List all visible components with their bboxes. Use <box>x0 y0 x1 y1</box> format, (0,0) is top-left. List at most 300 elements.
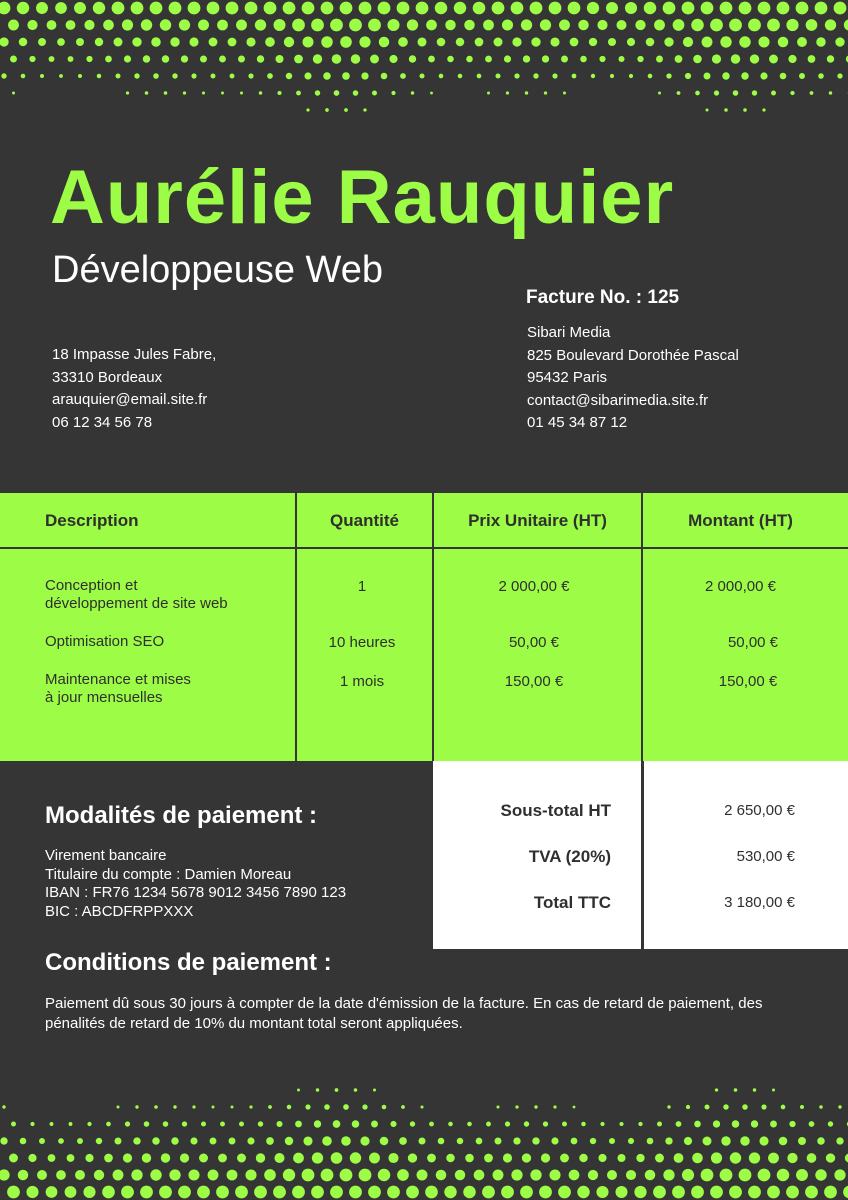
decorative-dot <box>741 72 749 80</box>
decorative-dot <box>332 54 342 64</box>
decorative-dot <box>342 72 350 80</box>
decorative-dot <box>427 1154 436 1163</box>
decorative-dot <box>729 1186 742 1199</box>
decorative-dot <box>525 91 528 94</box>
decorative-dot <box>0 37 9 46</box>
decorative-dot <box>573 1106 576 1109</box>
decorative-dot <box>169 1169 180 1180</box>
decorative-dot <box>170 37 179 46</box>
decorative-dot <box>521 19 532 30</box>
decorative-dot <box>739 1169 752 1182</box>
description-line: Conception et <box>45 577 138 594</box>
decorative-dot <box>190 1137 197 1144</box>
decorative-dot <box>340 36 352 48</box>
decorative-dot <box>69 1122 73 1126</box>
decorative-dot <box>274 19 286 31</box>
subtotal-label: Sous-total HT <box>500 801 611 820</box>
decorative-dot <box>673 19 685 31</box>
decorative-dot <box>2 1105 5 1108</box>
decorative-dot <box>444 1186 456 1198</box>
decorative-dot <box>721 1136 730 1145</box>
decorative-dot <box>217 20 228 31</box>
decorative-dot <box>116 1105 119 1108</box>
decorative-dot <box>787 1153 797 1163</box>
client-phone: 01 45 34 87 12 <box>527 414 628 431</box>
decorative-dot <box>656 56 663 63</box>
decorative-dot <box>682 1169 694 1181</box>
table-row-quantity: 10 heures <box>328 634 396 651</box>
decorative-dot <box>0 1137 7 1144</box>
decorative-dot <box>541 1153 550 1162</box>
decorative-dot <box>399 1137 407 1145</box>
payment-terms-title: Modalités de paiement : <box>45 802 318 829</box>
decorative-dot <box>474 1170 485 1181</box>
decorative-dot <box>759 1136 768 1145</box>
decorative-dot <box>75 1170 85 1180</box>
decorative-dot <box>463 1186 476 1199</box>
decorative-dot <box>0 1169 10 1180</box>
decorative-dot <box>285 1137 293 1145</box>
decorative-dot <box>58 1138 64 1144</box>
decorative-dot <box>411 91 414 94</box>
decorative-dot <box>400 73 406 79</box>
decorative-dot <box>420 1105 423 1108</box>
decorative-dot <box>616 20 626 30</box>
decorative-dot <box>429 1122 434 1127</box>
decorative-dot <box>606 2 618 14</box>
decorative-dot <box>351 54 360 63</box>
decorative-dot <box>26 1186 38 1198</box>
decorative-dot <box>520 1186 533 1199</box>
bic: BIC : ABCDFRPPXXX <box>45 902 194 920</box>
description-line: à jour mensuelles <box>45 689 163 706</box>
decorative-dot <box>341 1136 351 1146</box>
decorative-dot <box>219 56 226 63</box>
decorative-dot <box>419 73 424 78</box>
decorative-dot <box>714 90 719 95</box>
decorative-dot <box>458 74 463 79</box>
decorative-dot <box>349 1186 362 1199</box>
decorative-dot <box>144 1121 150 1127</box>
decorative-dot <box>618 56 624 62</box>
decorative-dot <box>768 1153 779 1164</box>
decorative-dot <box>778 37 789 48</box>
decorative-dot <box>635 20 645 30</box>
decorative-dot <box>627 38 635 46</box>
decorative-dot <box>387 1186 400 1199</box>
decorative-dot <box>626 1170 636 1180</box>
decorative-dot <box>523 55 530 62</box>
iban: IBAN : FR76 1234 5678 9012 3456 7890 123 <box>45 884 347 901</box>
decorative-dot <box>171 1137 178 1144</box>
decorative-dot <box>827 55 834 62</box>
decorative-dot <box>770 1121 777 1128</box>
decorative-dot <box>834 2 847 15</box>
decorative-dot <box>210 1138 217 1145</box>
decorative-dot <box>389 55 397 63</box>
decorative-dot <box>382 1105 387 1110</box>
decorative-dot <box>647 1138 654 1145</box>
decorative-dot <box>739 36 750 47</box>
decorative-dot <box>730 1152 741 1163</box>
decorative-dot <box>78 74 82 78</box>
decorative-dot <box>483 20 494 31</box>
decorative-dot <box>445 20 455 30</box>
decorative-dot <box>522 1153 531 1162</box>
decorative-dot <box>702 37 713 48</box>
decorative-dot <box>325 108 329 112</box>
decorative-dot <box>245 1169 256 1180</box>
decorative-dot <box>530 1169 541 1180</box>
decorative-dot <box>388 1153 398 1163</box>
decorative-dot <box>552 73 557 78</box>
decorative-dot <box>236 20 247 31</box>
decorative-dot <box>47 20 57 30</box>
decorative-dot <box>723 1104 728 1109</box>
decorative-dot <box>597 20 607 30</box>
decorative-dot <box>524 1121 529 1126</box>
decorative-dot <box>532 1137 539 1144</box>
decorative-dot <box>104 1154 113 1163</box>
decorative-dot <box>302 36 313 47</box>
decorative-dot <box>815 1169 826 1180</box>
decorative-dot <box>93 2 105 14</box>
decorative-dot <box>761 1104 766 1109</box>
decorative-dot <box>248 73 253 78</box>
decorative-dot <box>295 1121 302 1128</box>
decorative-dot <box>505 1121 510 1126</box>
decorative-dot <box>677 91 681 95</box>
decorative-dot <box>506 91 509 94</box>
decorative-dot <box>192 1105 195 1108</box>
decorative-dot <box>135 1105 138 1108</box>
sender-phone: 06 12 34 56 78 <box>52 413 153 431</box>
decorative-dot <box>311 19 324 32</box>
decorative-dot <box>617 1154 625 1162</box>
items-table <box>0 493 848 761</box>
decorative-dot <box>305 1104 310 1109</box>
decorative-dot <box>485 56 492 63</box>
decorative-dot <box>125 1121 130 1126</box>
decorative-dot <box>807 1153 817 1163</box>
decorative-dot <box>819 1105 823 1109</box>
decorative-dot <box>274 1153 284 1163</box>
decorative-dot <box>648 74 653 79</box>
decorative-dot <box>46 1186 58 1198</box>
decorative-dot <box>683 37 693 47</box>
decorative-dot <box>57 38 65 46</box>
decorative-dot <box>132 37 141 46</box>
payment-conditions-title: Conditions de paiement : <box>45 949 332 976</box>
decorative-dot <box>378 2 391 15</box>
total-value: 3 180,00 € <box>724 894 795 911</box>
decorative-dot <box>609 1138 615 1144</box>
decorative-dot <box>829 91 832 94</box>
decorative-dot <box>539 1186 552 1199</box>
decorative-dot <box>259 91 262 94</box>
decorative-dot <box>780 73 787 80</box>
decorative-dot <box>610 74 614 78</box>
decorative-dot <box>739 2 752 15</box>
decorative-dot <box>401 1105 405 1109</box>
decorative-dot <box>731 54 741 64</box>
decorative-dot <box>758 36 769 47</box>
decorative-dot <box>324 1104 330 1110</box>
decorative-dot <box>397 2 410 15</box>
column-header-quantity: Quantité <box>330 511 399 530</box>
payment-method: Virement bancaire <box>45 847 167 864</box>
decorative-dot <box>145 91 149 95</box>
decorative-dot <box>658 92 661 95</box>
decorative-dot <box>154 1105 158 1109</box>
decorative-dot <box>534 1105 537 1108</box>
decorative-dot <box>292 1186 305 1199</box>
decorative-dot <box>48 1154 56 1162</box>
decorative-dot-pattern-bottom <box>0 1065 848 1200</box>
decorative-dot <box>426 20 437 31</box>
decorative-dot <box>150 1169 161 1180</box>
decorative-dot <box>182 1121 187 1126</box>
decorative-dot <box>216 1186 229 1199</box>
decorative-dot <box>435 2 448 15</box>
decorative-dot <box>428 56 435 63</box>
column-header-description: Description <box>45 511 139 530</box>
decorative-dot <box>493 1170 504 1181</box>
decorative-dot <box>372 91 377 96</box>
decorative-dot <box>464 20 475 31</box>
decorative-dot <box>380 1137 389 1146</box>
decorative-dot <box>750 54 759 63</box>
decorative-dot <box>720 1169 733 1182</box>
decorative-dot <box>296 91 301 96</box>
sender-address-line2: 33310 Bordeaux <box>52 368 163 386</box>
decorative-dot <box>49 56 55 62</box>
decorative-dot <box>379 37 390 48</box>
decorative-dot <box>409 55 416 62</box>
decorative-dot <box>390 1121 396 1127</box>
decorative-dot <box>173 1105 176 1108</box>
decorative-dot <box>116 74 121 79</box>
decorative-dot <box>825 19 836 30</box>
decorative-dot <box>691 1186 704 1199</box>
decorative-dot <box>363 108 366 111</box>
decorative-dot <box>712 54 721 63</box>
decorative-dot <box>786 1186 799 1199</box>
decorative-dot <box>749 1152 760 1163</box>
decorative-dot <box>779 1137 788 1146</box>
decorative-dot <box>162 55 170 63</box>
decorative-dot <box>577 1186 589 1198</box>
decorative-dot <box>231 1106 234 1109</box>
decorative-dot <box>40 74 44 78</box>
decorative-dot <box>159 1186 172 1199</box>
subtotal-value: 2 650,00 € <box>724 802 795 819</box>
account-holder: Titulaire du compte : Damien Moreau <box>45 865 292 883</box>
decorative-dot <box>254 1186 267 1199</box>
decorative-dot <box>777 2 790 15</box>
decorative-dot <box>467 1122 472 1127</box>
decorative-dot <box>809 1121 815 1127</box>
decorative-dot <box>10 56 17 63</box>
decorative-dot <box>268 1105 272 1109</box>
decorative-dot <box>160 19 171 30</box>
decorative-dot <box>666 73 671 78</box>
client-contact-block <box>527 322 739 435</box>
decorative-dot <box>65 1186 77 1198</box>
decorative-dot <box>153 73 159 79</box>
decorative-dot <box>732 1120 740 1128</box>
decorative-dot <box>246 37 255 46</box>
decorative-dot <box>824 1186 837 1199</box>
decorative-dot <box>758 2 771 15</box>
decorative-dot <box>245 2 258 15</box>
decorative-dot <box>805 1186 818 1199</box>
decorative-dot <box>743 108 747 112</box>
decorative-dot <box>228 38 237 47</box>
decorative-dot <box>711 1152 722 1163</box>
column-divider <box>295 493 297 761</box>
decorative-dot <box>816 37 825 46</box>
decorative-dot <box>511 2 524 15</box>
decorative-dot <box>359 36 370 47</box>
decorative-dot <box>786 19 798 31</box>
decorative-dot <box>169 2 182 15</box>
decorative-dot <box>645 1170 656 1181</box>
decorative-dot <box>1 73 6 78</box>
decorative-dot <box>249 1105 252 1108</box>
decorative-dot <box>237 1154 246 1163</box>
decorative-dot <box>710 19 723 32</box>
decorative-dot <box>797 37 807 47</box>
decorative-dot <box>275 55 283 63</box>
decorative-dot <box>619 1122 623 1126</box>
decorative-dot <box>551 1137 558 1144</box>
decorative-dot <box>258 1121 263 1126</box>
decorative-dot <box>653 1186 666 1199</box>
decorative-dot <box>408 1153 417 1162</box>
decorative-dot <box>188 1169 199 1180</box>
decorative-dot <box>713 1120 720 1127</box>
decorative-dot <box>50 1122 54 1126</box>
decorative-dot <box>273 1186 286 1199</box>
decorative-dot <box>562 1122 567 1127</box>
decorative-dot <box>283 1169 295 1181</box>
decorative-dot <box>760 72 767 79</box>
decorative-dot <box>515 1105 518 1108</box>
decorative-dot <box>843 1186 848 1199</box>
freelancer-role: Développeuse Web <box>52 249 383 291</box>
decorative-dot <box>257 55 264 62</box>
decorative-dot <box>416 2 429 15</box>
freelancer-name: Aurélie Rauquier <box>50 155 675 240</box>
decorative-dot <box>188 2 201 15</box>
decorative-dot <box>349 19 362 32</box>
decorative-dot <box>701 2 714 15</box>
decorative-dot <box>264 1169 276 1181</box>
decorative-dot <box>85 1154 93 1162</box>
table-row-quantity: 1 mois <box>339 673 385 690</box>
decorative-dot <box>600 1122 604 1126</box>
decorative-dot <box>676 1121 682 1127</box>
decorative-dot <box>798 1137 806 1145</box>
decorative-dot <box>56 1170 66 1180</box>
decorative-dot <box>599 56 605 62</box>
decorative-dot <box>247 1137 254 1144</box>
decorative-dot <box>255 19 266 30</box>
decorative-dot <box>112 2 125 15</box>
decorative-dot <box>350 1152 361 1163</box>
decorative-dot <box>815 2 828 15</box>
table-row-amount: 50,00 € <box>727 634 779 651</box>
decorative-dot <box>30 1122 34 1126</box>
decorative-dot <box>95 38 103 46</box>
decorative-dot <box>568 2 581 15</box>
decorative-dot <box>484 1154 493 1163</box>
decorative-dot <box>373 1089 376 1092</box>
decorative-dot <box>103 20 114 31</box>
decorative-dot <box>150 2 163 15</box>
decorative-dot <box>19 38 28 47</box>
decorative-dot <box>229 1138 236 1145</box>
decorative-dot <box>771 91 776 96</box>
decorative-dot <box>55 2 67 14</box>
decorative-dot <box>828 1121 833 1126</box>
decorative-dot <box>724 108 728 112</box>
decorative-dot <box>657 1122 662 1127</box>
decorative-dot <box>457 1138 464 1145</box>
decorative-dot <box>667 1105 670 1108</box>
decorative-dot <box>788 55 796 63</box>
decorative-dot <box>334 90 340 96</box>
decorative-dot <box>293 1153 304 1164</box>
decorative-dot <box>581 1122 586 1127</box>
decorative-dot <box>494 38 503 47</box>
decorative-dot <box>369 1153 380 1164</box>
decorative-dot <box>131 2 144 15</box>
decorative-dot <box>199 1154 208 1163</box>
sender-address-line1: 18 Impasse Jules Fabre, <box>52 346 217 363</box>
decorative-dot <box>344 108 348 112</box>
totals-divider <box>641 761 644 949</box>
decorative-dot <box>430 92 433 95</box>
decorative-dot <box>239 1122 244 1127</box>
decorative-dot <box>720 2 733 15</box>
decorative-dot <box>36 2 48 14</box>
decorative-dot <box>636 1154 644 1162</box>
decorative-dot <box>492 2 505 15</box>
decorative-dot <box>209 38 218 47</box>
decorative-dot <box>685 73 691 79</box>
decorative-dot <box>836 1137 843 1144</box>
decorative-dot <box>105 56 112 63</box>
decorative-dot <box>686 1105 690 1109</box>
decorative-dot <box>202 91 205 94</box>
decorative-dot <box>542 55 549 62</box>
decorative-dot <box>769 55 778 64</box>
decorative-dot <box>607 1170 617 1180</box>
decorative-dot <box>466 56 473 63</box>
decorative-dot <box>578 20 589 31</box>
decorative-dot <box>353 90 359 96</box>
decorative-dot <box>543 1121 548 1126</box>
decorative-dot <box>333 1120 341 1128</box>
decorative-dot <box>29 56 35 62</box>
table-row-unit-price: 2 000,00 € <box>498 578 570 595</box>
decorative-dot <box>9 1154 18 1163</box>
decorative-dot <box>560 1154 569 1163</box>
decorative-dot <box>418 1137 425 1144</box>
decorative-dot <box>704 73 711 80</box>
